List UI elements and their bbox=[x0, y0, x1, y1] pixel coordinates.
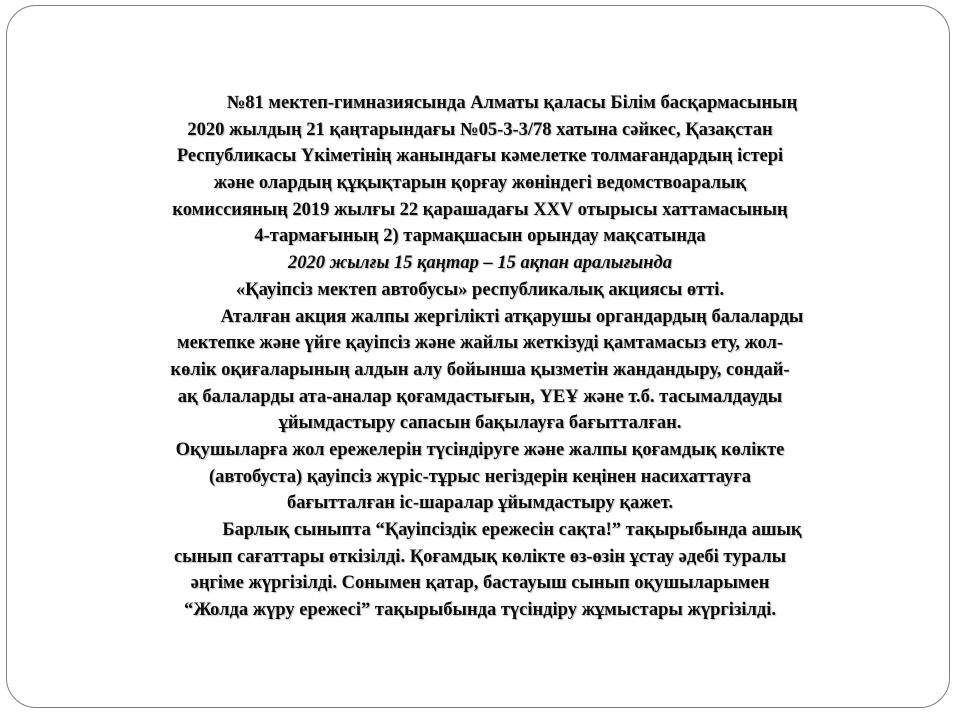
text-line: 2020 жылдың 21 қаңтарындағы №05-3-3/78 хатына сәйкес, Қазақстан bbox=[187, 119, 773, 140]
text-line: “Жолда жүру ережесі” тақырыбында түсіндіру жұмыстары жүргізілді. bbox=[183, 600, 777, 621]
text-line: Аталған акция жалпы жергілікті атқарушы органдардың балаларды bbox=[220, 306, 804, 327]
text-line: №81 мектеп-гимназиясында Алматы қаласы Білім басқармасының bbox=[226, 93, 798, 113]
text-line: Республикасы Үкіметінің жанындағы кәмелетке толмағандардың істері bbox=[176, 146, 784, 167]
text-line: «Қауіпсіз мектеп автобусы» республикалық акциясы өтті. bbox=[235, 279, 725, 300]
text-line: комиссияның 2019 жылғы 22 қарашадағы XXV отырысы хаттамасының bbox=[172, 199, 788, 220]
text-line: Барлық сыныпта “Қауіпсіздік ережесін сақта!” тақырыбында ашық bbox=[222, 520, 802, 540]
text-line: мектепке және үйге қауіпсіз және жайлы жеткізуді қамтамасыз ету, жол- bbox=[176, 333, 784, 354]
text-line: әңгіме жүргізілді. Сонымен қатар, бастауыш сынып оқушыларымен bbox=[190, 573, 770, 594]
text-line: Оқушыларға жол ережелерін түсіндіруге және жалпы қоғамдық көлікте bbox=[175, 439, 785, 460]
date-range-line: 2020 жылғы 15 қаңтар – 15 ақпан аралығында bbox=[288, 253, 672, 274]
text-line: ұйымдастыру сапасын бақылауға бағытталған. bbox=[278, 413, 682, 434]
text-line: 4-тармағының 2) тармақшасын орындау мақсатында bbox=[254, 226, 706, 247]
text-line: ақ балаларды ата-аналар қоғамдастығын, ҮЕҰ және т.б. тасымалдауды bbox=[177, 386, 783, 407]
document-text bbox=[100, 90, 860, 624]
text-line: бағытталған іс-шаралар ұйымдастыру қажет. bbox=[287, 493, 673, 514]
text-line: және олардың құқықтарын қорғау жөніндегі ведомствоаралық bbox=[213, 173, 747, 194]
text-line: көлік оқиғаларының алдын алу бойынша қызметін жандандыру, сондай- bbox=[170, 359, 790, 380]
text-line: сынып сағаттары өткізілді. Қоғамдық көлікте өз-өзін ұстау әдебі туралы bbox=[173, 546, 787, 567]
text-line: (автобуста) қауіпсіз жүріс-тұрыс негіздерін кеңінен насихаттауға bbox=[209, 466, 751, 487]
